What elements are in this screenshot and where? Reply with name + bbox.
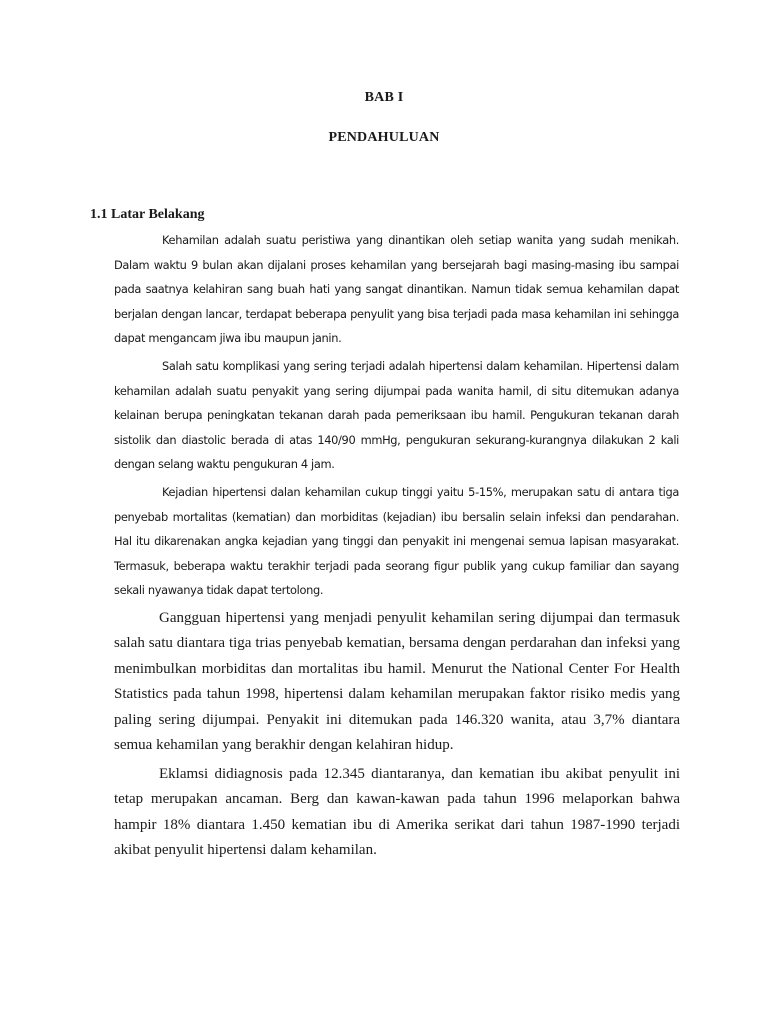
section-heading: 1.1 Latar Belakang [90, 207, 205, 222]
paragraph: Kehamilan adalah suatu peristiwa yang dinantikan oleh setiap wanita yang sudah menikah. Dalam waktu 9 bulan akan dijalani proses kehamilan yang bersejarah bagi masing-masing ibu sampai pada saatnya kelahiran sang buah hati yang sangat dinantikan. Namun tidak semua kehamilan dapat berjalan dengan lancar, terdapat beberapa penyulit yang bisa terjadi pada masa kehamilan ini sehingga dapat mengancam jiwa ibu maupun janin. [114, 233, 679, 346]
paragraph: Salah satu komplikasi yang sering terjadi adalah hipertensi dalam kehamilan. Hipertensi dalam kehamilan adalah suatu penyakit yang sering dijumpai pada wanita hamil, di situ ditemukan adanya kelainan berupa peningkatan tekanan darah pada pemeriksaan ibu hamil. Pengukuran tekanan darah sistolik dan diastolic berada di atas 140/90 mmHg, pengukuran sekurang-kurangnya dilakukan 2 kali dengan selang waktu pengukuran 4 jam. [114, 359, 679, 472]
chapter-number: BAB I [364, 90, 404, 105]
chapter-title: PENDAHULUAN [328, 130, 440, 145]
paragraph: Kejadian hipertensi dalan kehamilan cukup tinggi yaitu 5-15%, merupakan satu di antara tiga penyebab mortalitas (kematian) dan morbiditas (kejadian) ibu bersalin selain infeksi dan pendarahan. Hal itu dikarenakan angka kejadian yang tinggi dan penyakit ini mengenai semua lapisan masyarakat. Termasuk, beberapa waktu terakhir terjadi pada seorang figur publik yang cukup familiar dan sayang sekali nyawanya tidak dapat tertolong. [114, 485, 679, 598]
paragraph: Gangguan hipertensi yang menjadi penyulit kehamilan sering dijumpai dan termasuk salah satu diantara tiga trias penyebab kematian, bersama dengan perdarahan dan infeksi yang menimbulkan morbiditas dan mortalitas ibu hamil. Menurut the National Center For Health Statistics pada tahun 1998, hipertensi dalam kehamilan merupakan faktor risiko medis yang paling sering dijumpai. Penyakit ini ditemukan pada 146.320 wanita, atau 3,7% diantara semua kehamilan yang berakhir dengan kelahiran hidup. [114, 610, 680, 754]
paragraph: Eklamsi didiagnosis pada 12.345 diantaranya, dan kematian ibu akibat penyulit ini tetap merupakan ancaman. Berg dan kawan-kawan pada tahun 1996 melaporkan bahwa hampir 18% diantara 1.450 kematian ibu di Amerika serikat dari tahun 1987-1990 terjadi akibat penyulit hipertensi dalam kehamilan. [114, 766, 680, 859]
